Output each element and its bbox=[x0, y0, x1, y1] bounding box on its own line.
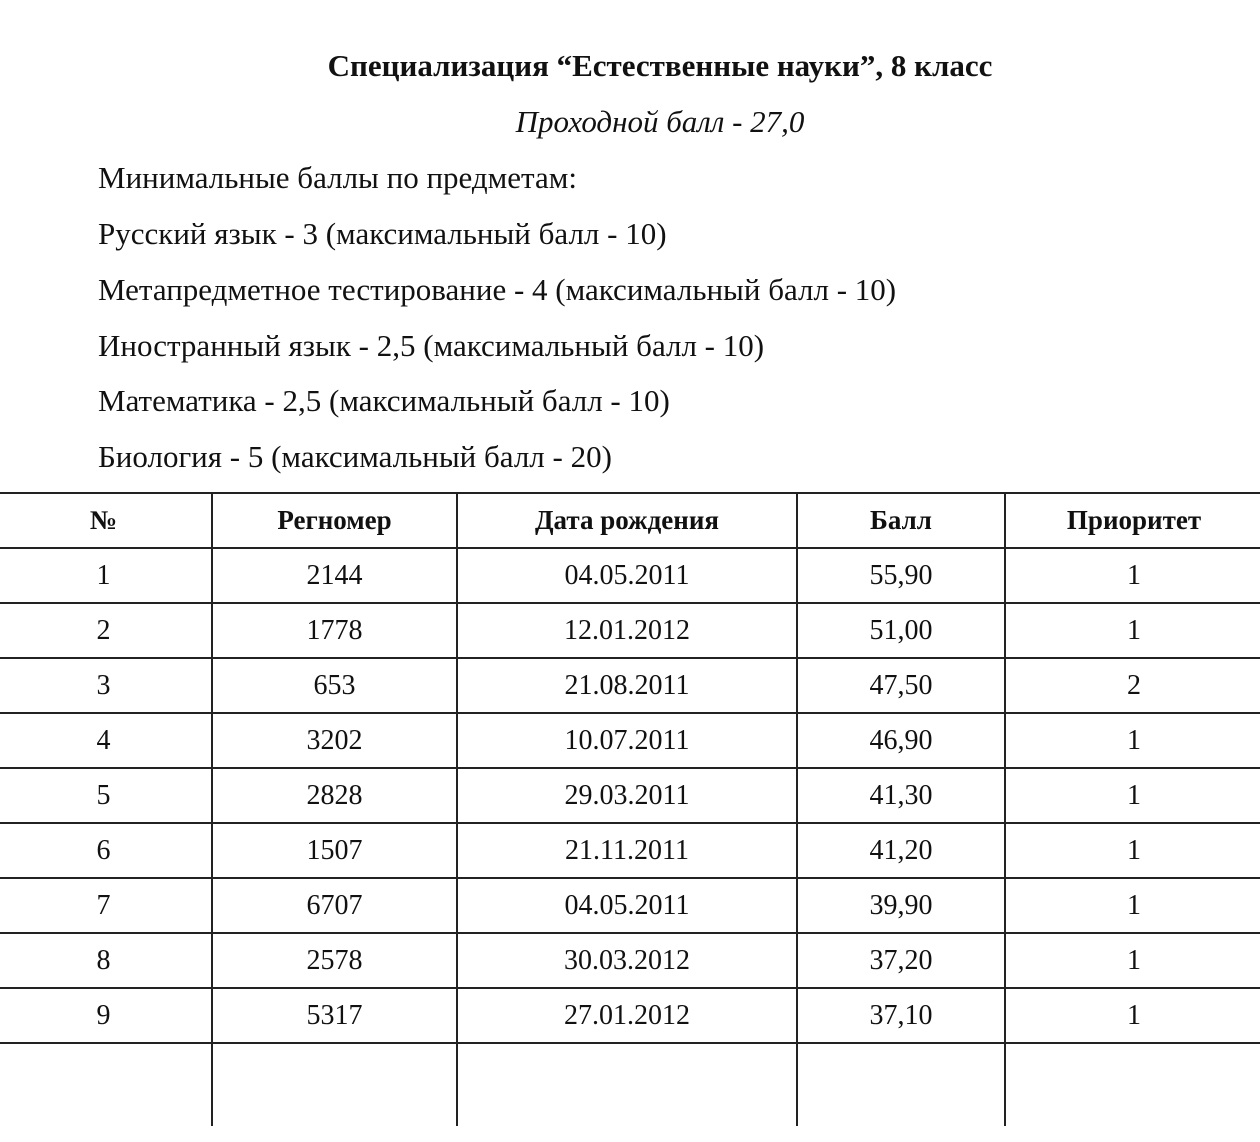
requirements-heading: Минимальные баллы по предметам: bbox=[98, 160, 577, 195]
cell-priority: 1 bbox=[1005, 768, 1260, 823]
cell-regnumber: 653 bbox=[212, 658, 457, 713]
empty-cell bbox=[0, 1043, 212, 1126]
cell-score: 37,20 bbox=[797, 933, 1005, 988]
cell-regnumber: 1507 bbox=[212, 823, 457, 878]
cell-regnumber: 5317 bbox=[212, 988, 457, 1043]
cell-regnumber: 2144 bbox=[212, 548, 457, 603]
cell-score: 37,10 bbox=[797, 988, 1005, 1043]
column-header-number: № bbox=[0, 493, 212, 548]
cell-birthdate: 04.05.2011 bbox=[457, 548, 797, 603]
requirement-math: Математика - 2,5 (максимальный балл - 10) bbox=[98, 383, 670, 418]
column-header-score: Балл bbox=[797, 493, 1005, 548]
cell-birthdate: 12.01.2012 bbox=[457, 603, 797, 658]
column-header-birthdate: Дата рождения bbox=[457, 493, 797, 548]
table-row bbox=[0, 933, 1260, 988]
results-table bbox=[0, 492, 1260, 1126]
cell-number: 7 bbox=[0, 878, 212, 933]
cell-birthdate: 29.03.2011 bbox=[457, 768, 797, 823]
requirement-russian: Русский язык - 3 (максимальный балл - 10) bbox=[98, 216, 667, 251]
cell-number: 6 bbox=[0, 823, 212, 878]
cell-number: 5 bbox=[0, 768, 212, 823]
table-header-row bbox=[0, 493, 1260, 548]
cell-score: 41,30 bbox=[797, 768, 1005, 823]
cell-score: 46,90 bbox=[797, 713, 1005, 768]
table-row bbox=[0, 548, 1260, 603]
page-title: Специализация “Естественные науки”, 8 класс bbox=[327, 48, 993, 83]
cell-number: 8 bbox=[0, 933, 212, 988]
empty-cell bbox=[1005, 1043, 1260, 1126]
empty-cell bbox=[457, 1043, 797, 1126]
cell-priority: 1 bbox=[1005, 548, 1260, 603]
passing-score: Проходной балл - 27,0 bbox=[515, 104, 805, 139]
cell-priority: 1 bbox=[1005, 603, 1260, 658]
cell-number: 3 bbox=[0, 658, 212, 713]
table-row bbox=[0, 823, 1260, 878]
column-header-priority: Приоритет bbox=[1005, 493, 1260, 548]
cell-score: 41,20 bbox=[797, 823, 1005, 878]
cell-priority: 1 bbox=[1005, 878, 1260, 933]
requirement-foreign-language: Иностранный язык - 2,5 (максимальный балл - 10) bbox=[98, 328, 765, 363]
empty-cell bbox=[212, 1043, 457, 1126]
cell-number: 1 bbox=[0, 548, 212, 603]
cell-birthdate: 21.11.2011 bbox=[457, 823, 797, 878]
cell-priority: 1 bbox=[1005, 823, 1260, 878]
cell-number: 2 bbox=[0, 603, 212, 658]
cell-number: 9 bbox=[0, 988, 212, 1043]
cell-number: 4 bbox=[0, 713, 212, 768]
cell-birthdate: 04.05.2011 bbox=[457, 878, 797, 933]
cell-birthdate: 10.07.2011 bbox=[457, 713, 797, 768]
cell-regnumber: 2578 bbox=[212, 933, 457, 988]
table-row bbox=[0, 768, 1260, 823]
empty-cell bbox=[797, 1043, 1005, 1126]
cell-regnumber: 6707 bbox=[212, 878, 457, 933]
cell-birthdate: 21.08.2011 bbox=[457, 658, 797, 713]
cell-score: 55,90 bbox=[797, 548, 1005, 603]
cell-priority: 2 bbox=[1005, 658, 1260, 713]
column-header-regnumber: Регномер bbox=[212, 493, 457, 548]
table-row bbox=[0, 988, 1260, 1043]
cell-score: 51,00 bbox=[797, 603, 1005, 658]
cell-priority: 1 bbox=[1005, 713, 1260, 768]
cell-priority: 1 bbox=[1005, 988, 1260, 1043]
cell-birthdate: 27.01.2012 bbox=[457, 988, 797, 1043]
table-row bbox=[0, 713, 1260, 768]
cell-priority: 1 bbox=[1005, 933, 1260, 988]
requirement-meta-testing: Метапредметное тестирование - 4 (максимальный балл - 10) bbox=[98, 272, 897, 307]
table-row bbox=[0, 658, 1260, 713]
table-row bbox=[0, 878, 1260, 933]
cell-score: 39,90 bbox=[797, 878, 1005, 933]
cell-birthdate: 30.03.2012 bbox=[457, 933, 797, 988]
cell-regnumber: 3202 bbox=[212, 713, 457, 768]
cell-regnumber: 1778 bbox=[212, 603, 457, 658]
table-empty-row bbox=[0, 1043, 1260, 1126]
requirement-biology: Биология - 5 (максимальный балл - 20) bbox=[98, 439, 612, 474]
cell-score: 47,50 bbox=[797, 658, 1005, 713]
table-row bbox=[0, 603, 1260, 658]
cell-regnumber: 2828 bbox=[212, 768, 457, 823]
